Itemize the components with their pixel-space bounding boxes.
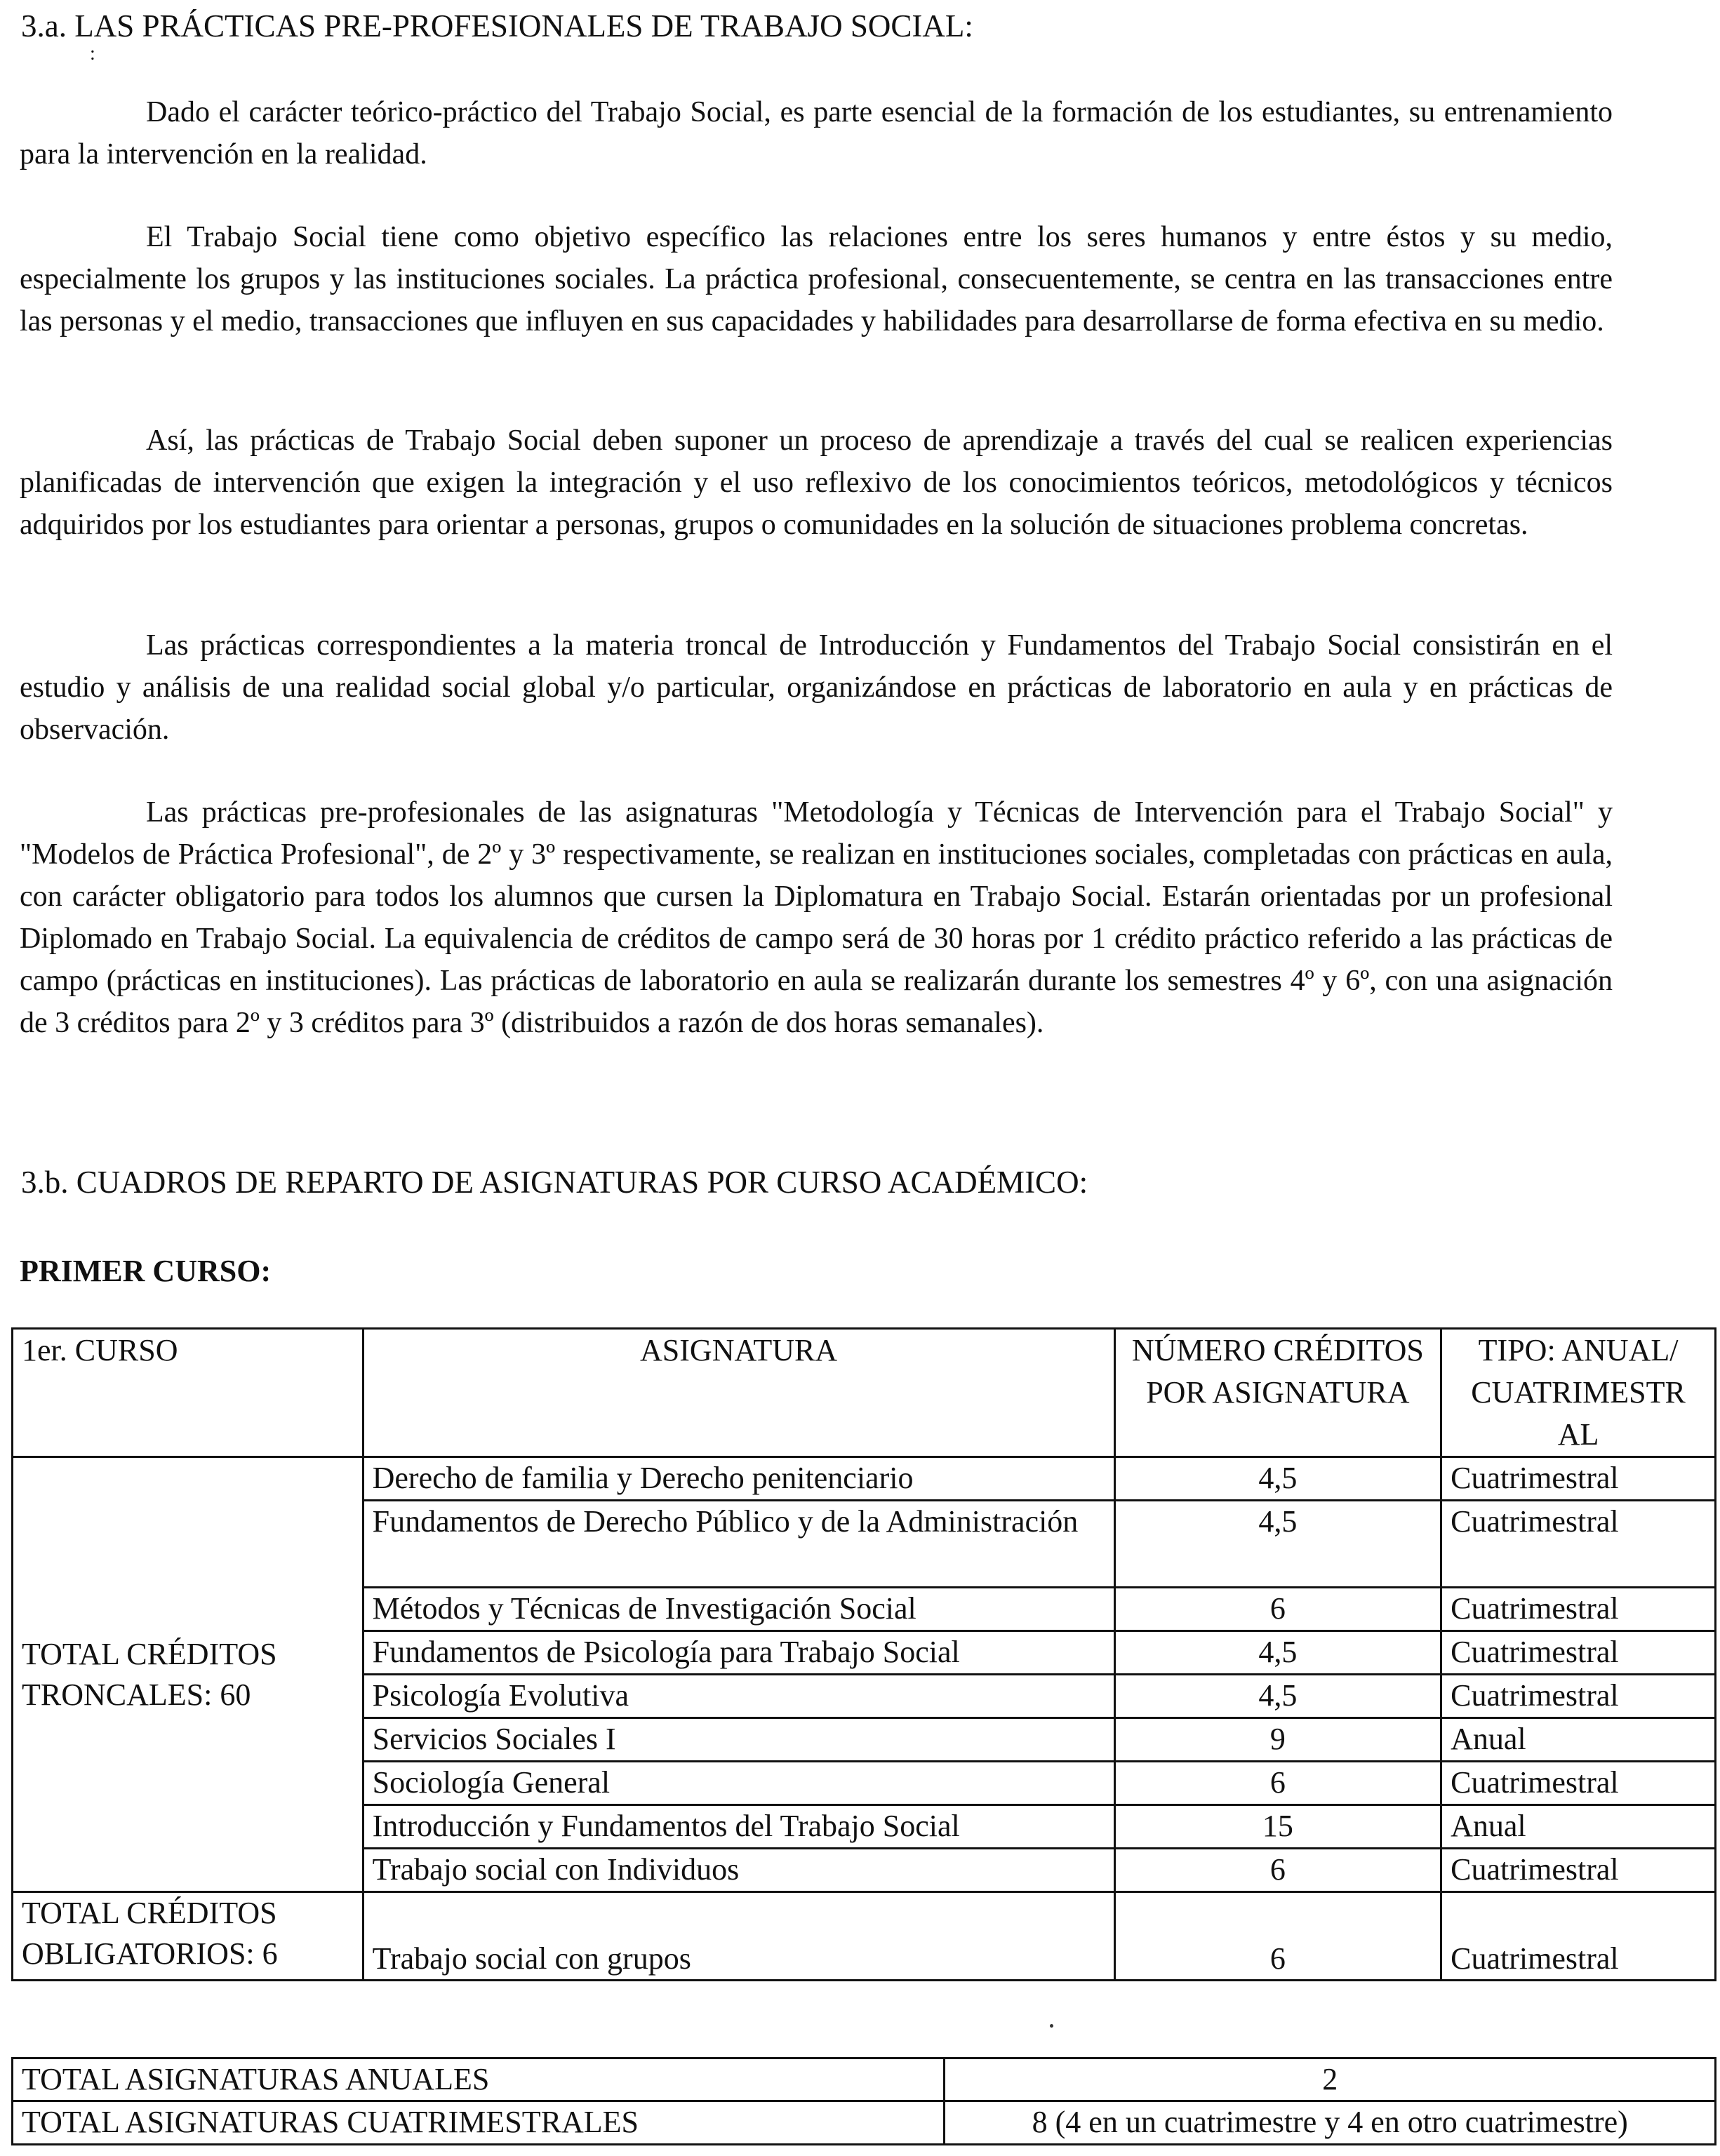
type-cell: Cuatrimestral	[1441, 1892, 1716, 1981]
type-cell: Anual	[1441, 1805, 1716, 1849]
header-type: TIPO: ANUAL/ CUATRIMESTR AL	[1441, 1329, 1716, 1457]
type-cell: Cuatrimestral	[1441, 1588, 1716, 1631]
total-quarterly-label: TOTAL ASIGNATURAS CUATRIMESTRALES	[13, 2101, 945, 2145]
credits-cell: 15	[1114, 1805, 1441, 1849]
table-row	[13, 1892, 1716, 1981]
type-cell: Cuatrimestral	[1441, 1457, 1716, 1501]
subject-cell: Trabajo social con Individuos	[363, 1849, 1114, 1892]
credits-cell: 4,5	[1114, 1675, 1441, 1718]
table-row	[13, 2101, 1716, 2145]
paragraph-text: Las prácticas pre-profesionales de las asignaturas "Metodología y Técnicas de Intervención para el Trabajo Social" y "Modelos de Práctica Profesional", de 2º y 3º respectivamente, se realizan en instituciones sociales, completadas con prácticas en aula, con carácter obligatorio para todos los alumnos que cursen la Diplomatura en Trabajo Social. Estarán orientadas por un profesional Diplomado en Trabajo Social. La equivalencia de créditos de campo será de 30 horas por 1 crédito práctico referido a las prácticas de campo (prácticas en instituciones). Las prácticas de laboratorio en aula se realizarán durante los semestres 4º y 6º, con una asignación de 3 créditos para 2º y 3 créditos para 3º (distribuidos a razón de dos horas semanales).	[20, 796, 1613, 1039]
type-cell: Anual	[1441, 1718, 1716, 1762]
obligatorios-label: TOTAL CRÉDITOS OBLIGATORIOS: 6	[13, 1892, 364, 1981]
type-cell: Cuatrimestral	[1441, 1849, 1716, 1892]
total-quarterly-value: 8 (4 en un cuatrimestre y 4 en otro cuatrimestre)	[945, 2101, 1716, 2145]
credits-cell: 6	[1114, 1892, 1441, 1981]
header-subject: ASIGNATURA	[363, 1329, 1114, 1457]
subject-cell: Psicología Evolutiva	[363, 1675, 1114, 1718]
paragraph-3	[20, 420, 1613, 546]
paragraph-2	[20, 216, 1613, 342]
type-cell: Cuatrimestral	[1441, 1631, 1716, 1675]
total-annual-label: TOTAL ASIGNATURAS ANUALES	[13, 2058, 945, 2101]
type-cell: Cuatrimestral	[1441, 1762, 1716, 1805]
totals-table	[11, 2057, 1716, 2145]
paragraph-1	[20, 91, 1613, 175]
credits-cell: 6	[1114, 1762, 1441, 1805]
total-annual-value: 2	[945, 2058, 1716, 2101]
credits-cell: 9	[1114, 1718, 1441, 1762]
subject-cell: Servicios Sociales I	[363, 1718, 1114, 1762]
credits-cell: 6	[1114, 1588, 1441, 1631]
subject-cell: Trabajo social con grupos	[363, 1892, 1114, 1981]
table-header-row	[13, 1329, 1716, 1457]
type-cell: Cuatrimestral	[1441, 1501, 1716, 1588]
stray-mark: :	[90, 43, 95, 65]
paragraph-text: Las prácticas correspondientes a la materia troncal de Introducción y Fundamentos del Trabajo Social consistirán en el estudio y análisis de una realidad social global y/o particular, organizándose en prácticas de laboratorio en aula y en prácticas de observación.	[20, 629, 1613, 746]
stray-dot	[1050, 2024, 1053, 2028]
paragraph-4	[20, 624, 1613, 751]
course-table	[11, 1327, 1716, 1981]
table-row	[13, 1457, 1716, 1501]
header-course: 1er. CURSO	[13, 1329, 364, 1457]
type-cell: Cuatrimestral	[1441, 1675, 1716, 1718]
section-a-heading: 3.a. LAS PRÁCTICAS PRE-PROFESIONALES DE TRABAJO SOCIAL:	[21, 8, 973, 43]
paragraph-5	[20, 791, 1613, 1044]
primer-curso-heading: PRIMER CURSO:	[20, 1254, 272, 1288]
subject-cell: Métodos y Técnicas de Investigación Social	[363, 1588, 1114, 1631]
troncales-label: TOTAL CRÉDITOS TRONCALES: 60	[13, 1457, 364, 1892]
subject-cell: Introducción y Fundamentos del Trabajo Social	[363, 1805, 1114, 1849]
credits-cell: 4,5	[1114, 1631, 1441, 1675]
subject-cell: Fundamentos de Derecho Público y de la Administración	[363, 1501, 1114, 1588]
credits-cell: 6	[1114, 1849, 1441, 1892]
credits-cell: 4,5	[1114, 1501, 1441, 1588]
subject-cell: Derecho de familia y Derecho penitenciario	[363, 1457, 1114, 1501]
table-row	[13, 2058, 1716, 2101]
subject-cell: Fundamentos de Psicología para Trabajo Social	[363, 1631, 1114, 1675]
credits-cell: 4,5	[1114, 1457, 1441, 1501]
paragraph-text: Así, las prácticas de Trabajo Social deben suponer un proceso de aprendizaje a través del cual se realicen experiencias planificadas de intervención que exigen la integración y el uso reflexivo de los conocimientos teóricos, metodológicos y técnicos adquiridos por los estudiantes para orientar a personas, grupos o comunidades en la solución de situaciones problema concretas.	[20, 424, 1613, 541]
section-b-heading: 3.b. CUADROS DE REPARTO DE ASIGNATURAS POR CURSO ACADÉMICO:	[21, 1165, 1088, 1200]
paragraph-text: Dado el carácter teórico-práctico del Trabajo Social, es parte esencial de la formación de los estudiantes, su entrenamiento para la intervención en la realidad.	[20, 96, 1613, 170]
header-credits: NÚMERO CRÉDITOS POR ASIGNATURA	[1114, 1329, 1441, 1457]
subject-cell: Sociología General	[363, 1762, 1114, 1805]
paragraph-text: El Trabajo Social tiene como objetivo específico las relaciones entre los seres humanos y entre éstos y su medio, especialmente los grupos y las instituciones sociales. La práctica profesional, consecuentemente, se centra en las transacciones entre las personas y el medio, transacciones que influyen en sus capacidades y habilidades para desarrollarse de forma efectiva en su medio.	[20, 221, 1613, 337]
